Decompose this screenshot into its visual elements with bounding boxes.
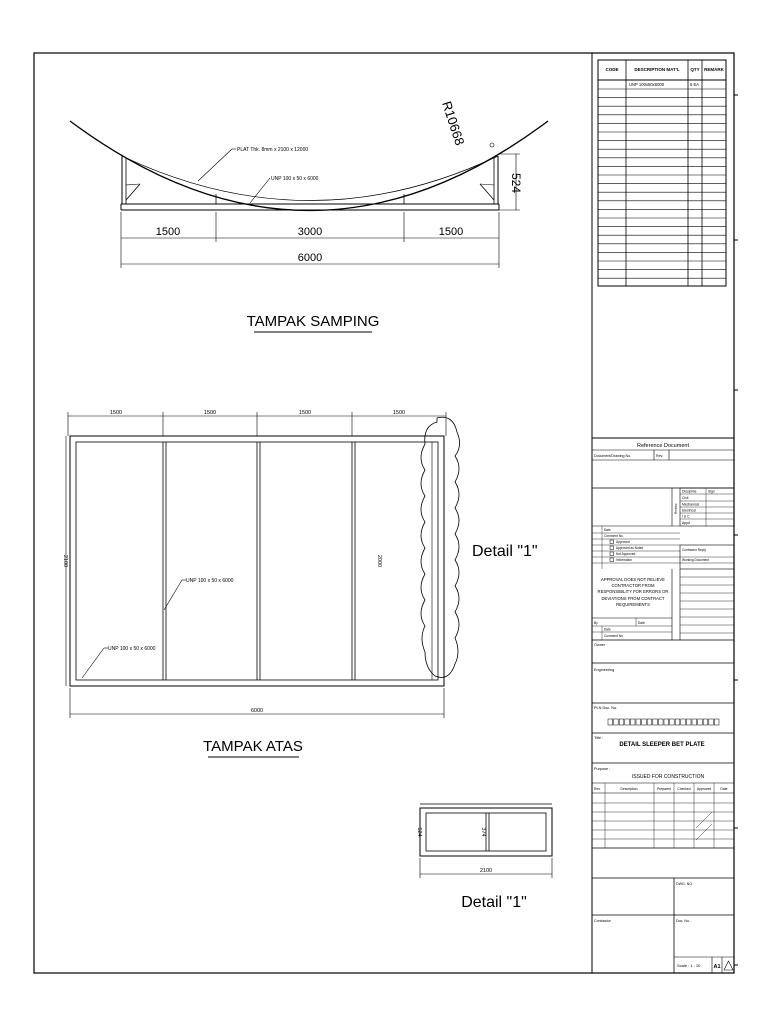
tb-approved: Approved <box>616 540 630 544</box>
radius-label: R10668 <box>439 99 468 148</box>
detail-1 <box>416 804 552 911</box>
tb-sign: Sign <box>708 489 715 494</box>
mat-header-code: CODE <box>605 67 619 72</box>
tb-comment-no: Comment No. <box>604 534 624 538</box>
tb-comment-no-2: Comment No. <box>604 634 624 638</box>
tb-approved-as-noted: Approved as Noted <box>616 546 644 550</box>
revision-triangle-icon <box>724 961 733 970</box>
detail-title: Detail "1" <box>461 894 527 911</box>
tb-information: Information <box>616 558 632 562</box>
tb-rev-header-prepared: Prepared <box>657 787 671 791</box>
side-seg-1: 1500 <box>155 226 181 238</box>
top-view-title: TAMPAK ATAS <box>203 738 303 755</box>
tb-title-label: Title : <box>594 736 604 740</box>
side-unp-label: UNP 100 x 50 x 6000 <box>271 176 319 182</box>
tb-disclaimer: APPROVAL DOES NOT RELIEVE CONTRACTOR FROM RESPONSIBILITY FOR ERRORS OR DEVIATIONS FROM CONTRACT REQUIREMENTS <box>597 577 669 607</box>
top-unp-label-1: UNP 100 x 50 x 6000 <box>186 578 234 584</box>
tb-appd: Appd <box>682 521 690 525</box>
tb-disc-ic: I & C <box>682 514 690 519</box>
tb-purpose-label: Purpose : <box>594 767 611 771</box>
tb-rev: Rev. <box>656 454 664 458</box>
tb-doc-drawing-no: Document/Drawing No. <box>594 454 632 458</box>
tb-scale: Scale : 1 : 10 <box>677 963 701 968</box>
tb-purpose: ISSUED FOR CONSTRUCTION <box>631 774 705 780</box>
tb-date-2: Date <box>638 621 645 625</box>
mat-row-description: UNP 100x50x6000 <box>629 82 665 87</box>
tb-contractor: Contractor <box>594 919 611 923</box>
tb-date: Date <box>604 528 611 532</box>
tb-disc-mechanical: Mechanical <box>682 502 700 507</box>
side-view <box>70 99 548 332</box>
tb-engineering: Engineering <box>594 668 615 672</box>
tb-rev-header-checked: Checked <box>677 787 691 791</box>
tb-contractor-reply: Contractor Reply <box>682 548 706 552</box>
tb-date-3: Date <box>604 627 611 632</box>
title-block-text <box>594 443 728 970</box>
tb-reference-document: Reference Document <box>637 443 689 449</box>
tb-title: DETAIL SLEEPER BET PLATE <box>619 742 705 748</box>
tb-review: Review <box>674 503 678 514</box>
sheet-border <box>34 53 734 973</box>
tb-not-approved: Not Approved <box>616 552 636 556</box>
side-total-dim: 6000 <box>297 252 323 264</box>
side-seg-2: 3000 <box>297 226 323 238</box>
detail-callout: Detail "1" <box>472 543 538 560</box>
tb-disc-electrical: Electrical <box>682 508 696 513</box>
detail-width-dim: 2100 <box>479 868 493 874</box>
tb-owner: Owner <box>594 643 606 647</box>
side-view-title: TAMPAK SAMPING <box>246 313 380 330</box>
top-inner-height-dim: 2000 <box>376 554 382 568</box>
tb-working-document: Working Document <box>682 558 710 562</box>
tb-pln-doc-no: PLN Doc. No. <box>594 706 618 710</box>
top-seg-2: 1500 <box>203 410 217 416</box>
top-seg-4: 1500 <box>392 410 406 416</box>
tb-discipline: Discipline <box>682 489 697 494</box>
top-seg-3: 1500 <box>298 410 312 416</box>
material-table <box>598 60 726 286</box>
tb-dwg-no: DWG. NO. <box>676 882 694 886</box>
mat-header-qty: QTY <box>690 67 700 72</box>
side-seg-3: 1500 <box>438 226 464 238</box>
top-left-height-dim: 2100 <box>62 554 68 568</box>
tb-sheet-size: A1 <box>713 964 721 970</box>
tb-doc-no: Doc. No. <box>676 919 690 923</box>
tb-rev-header-description: Description <box>620 787 638 791</box>
plate-label: PLAT Thk. 8mm x 2100 x 12000 <box>237 147 309 153</box>
detail-cloud <box>421 417 460 677</box>
mat-header-remark: REMARK <box>704 67 724 72</box>
top-unp-label-2: UNP 100 x 50 x 6000 <box>108 646 156 652</box>
tb-disc-civil: Civil <box>682 496 689 500</box>
tb-rev-header-approved: Approved <box>696 787 712 791</box>
top-total-dim: 6000 <box>250 708 264 714</box>
detail-left-dim: 524 <box>416 827 422 837</box>
top-seg-1: 1500 <box>109 410 123 416</box>
mat-row-qty: 5 EA <box>690 82 700 87</box>
top-view <box>62 410 538 757</box>
tb-by: By <box>594 621 598 625</box>
detail-inner-dim: 374 <box>480 827 486 837</box>
mat-header-description: DESCRIPTION MAT'L <box>634 67 680 72</box>
tb-rev-header-date: Date <box>720 787 728 791</box>
height-dim: 524 <box>509 172 523 194</box>
tb-rev-header-rev: Rev. <box>594 787 601 791</box>
